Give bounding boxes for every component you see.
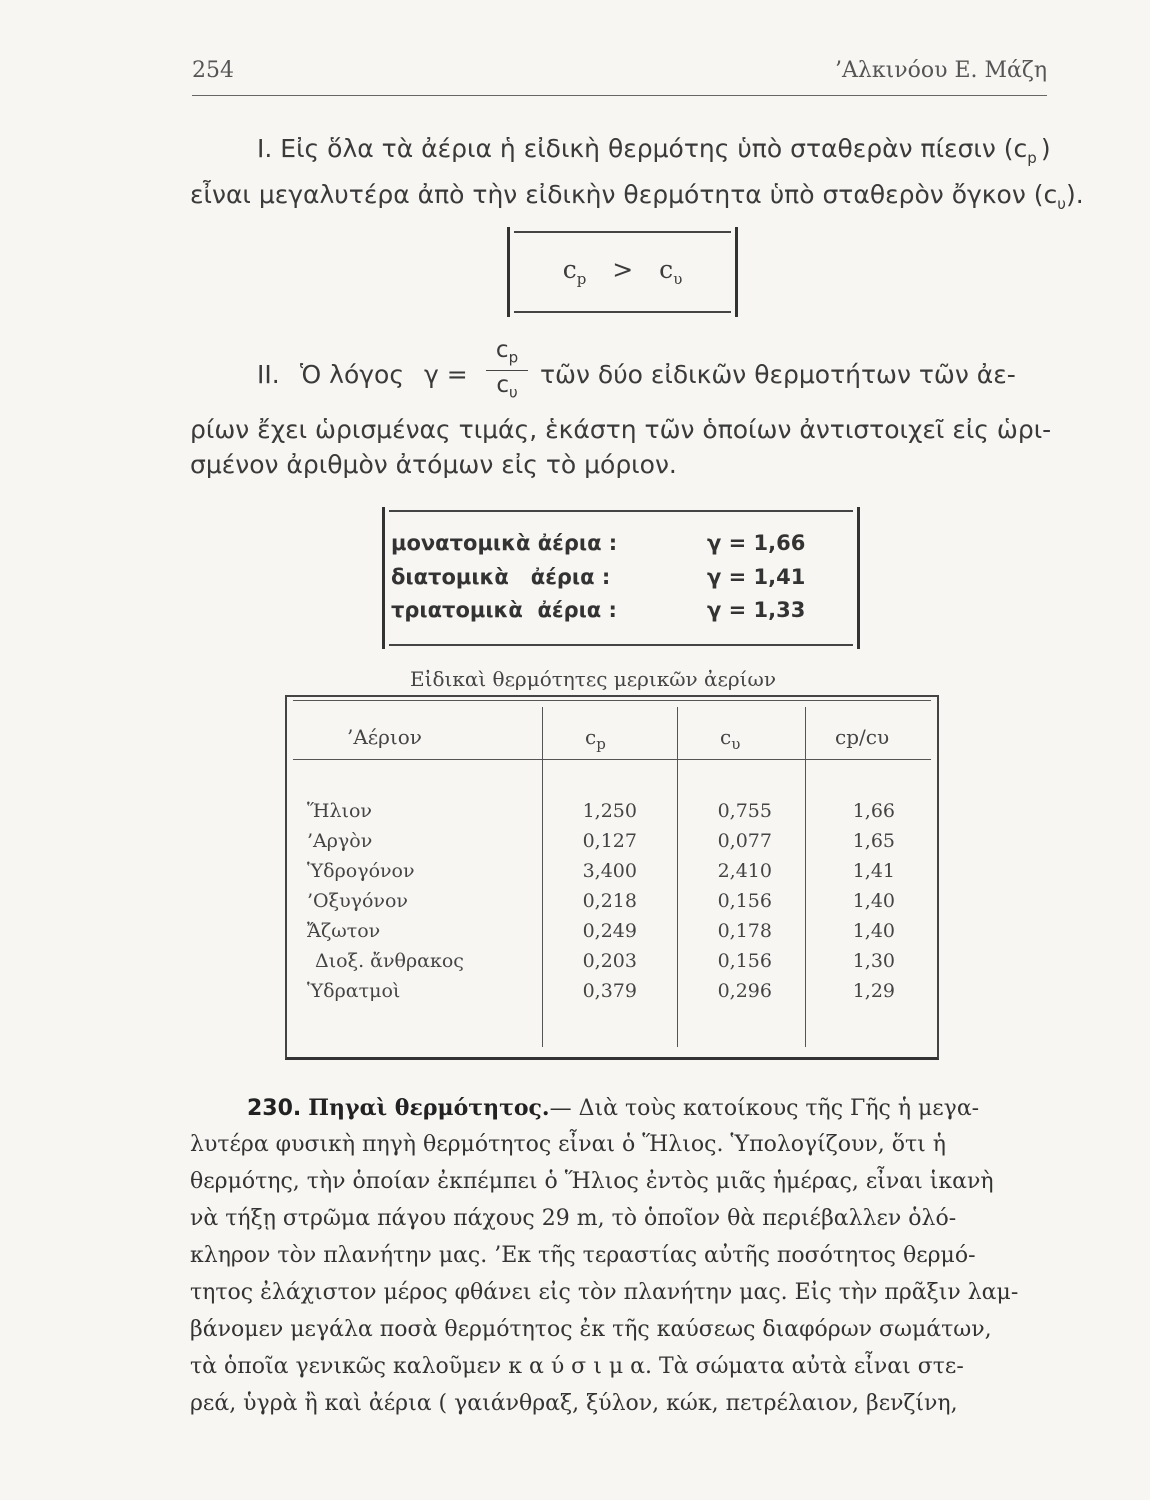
rule-one-text1: Εἰς ὅλα τὰ ἀέρια ἡ εἰδικὴ θερμότης ὑπὸ σταθερὰν πίεσιν ( — [280, 134, 1014, 163]
section-title: Πηγαὶ θερμότητος. — [308, 1095, 550, 1121]
body-line: τητος ἐλάχιστον μέρος φθάνει εἰς τὸν πλανήτην μας. Εἰς τὴν πρᾶξιν λαμ- — [190, 1280, 1019, 1305]
cp-symbol: $c_p$ — [1013, 134, 1037, 167]
rule-two-lead: Ὁ λόγος — [300, 360, 405, 389]
body-line: λυτέρα φυσικὴ πηγὴ θερμότητος εἶναι ὁ Ἥλιος. Ὑπολογίζουν, ὅτι ἡ — [190, 1132, 946, 1157]
body-line: θερμότης, τὴν ὁποίαν ἐκπέμπει ὁ Ἥλιος ἐντὸς μιᾶς ἡμέρας, εἶναι ἱκανὴ — [190, 1169, 994, 1194]
formula-box — [507, 227, 738, 317]
body-line: κληρον τὸν πλανήτην μας. ’Εκ τῆς τεραστίας αὐτῆς ποσότητος θερμό- — [190, 1243, 976, 1268]
rule-two-line3: σμένον ἀριθμὸν ἀτόμων εἰς τὸ μόριον. — [190, 450, 677, 479]
fraction-numerator: $c_p$ — [495, 337, 519, 367]
section-first-line: — Διὰ τοὺς κατοίκους τῆς Γῆς ἡ μεγα- — [549, 1096, 980, 1121]
header-cp: $c_p$ — [585, 725, 606, 753]
page-number: 254 — [192, 58, 234, 83]
ratio-row: διατομικὰ ἀέρια : γ = 1,41 — [391, 565, 806, 589]
cv-symbol: $c_\upsilon$ — [1043, 180, 1066, 213]
rule-one-line1: Ι. Εἰς ὅλα τὰ ἀέρια ἡ εἰδικὴ θερμότης ὑπὸ σταθερὰν πίεσιν ($c_p$ ) — [257, 134, 1051, 167]
fraction-bar — [486, 370, 528, 371]
body-line: ρεά, ὑγρὰ ἢ καὶ ἀέρια ( γαιάνθραξ, ξύλον, κώκ, πετρέλαιον, βενζίνη, — [190, 1391, 958, 1416]
section-heading-line — [247, 1095, 979, 1121]
ratio-row: μονατομικὰ ἀέρια : γ = 1,66 — [391, 531, 806, 555]
gamma-equals: γ = — [424, 360, 468, 389]
header-ratio: cp/cυ — [835, 725, 890, 749]
gamma-ratio-box — [382, 507, 860, 649]
fraction-denominator: $c_\upsilon$ — [496, 372, 518, 402]
header-gas: ’Αέριον — [347, 725, 422, 749]
body-line: βάνομεν μεγάλα ποσὰ θερμότητος ἐκ τῆς καύσεως διαφόρων σωμάτων, — [190, 1317, 992, 1342]
rule-one-numeral: Ι. — [257, 134, 273, 163]
header-cv: $c_\upsilon$ — [720, 725, 741, 753]
rule-two-numeral: ΙΙ. — [257, 360, 280, 389]
ratio-row: τριατομικὰ ἀέρια : γ = 1,33 — [391, 598, 806, 622]
rule-one-line2: εἶναι μεγαλυτέρα ἀπὸ τὴν εἰδικὴν θερμότητα ὑπὸ σταθερὸν ὄγκον $(c_\upsilon)$. — [190, 180, 1084, 213]
section-number: 230. — [247, 1096, 302, 1121]
formula-cp-gt-cv: $c_p > c_\upsilon$ — [562, 255, 683, 288]
rule-two-after: τῶν δύο εἰδικῶν θερμοτήτων τῶν ἀε- — [540, 360, 1016, 389]
table-caption: Εἰδικαὶ θερμότητες μερικῶν ἀερίων — [410, 667, 776, 691]
rule-two-line2: ρίων ἔχει ὡρισμένας τιμάς, ἑκάστη τῶν ὁποίων ἀντιστοιχεῖ εἰς ὡρι- — [190, 415, 1052, 444]
body-line: τὰ ὁποῖα γενικῶς καλοῦμεν κ α ύ σ ι μ α. Τὰ σώματα αὐτὰ εἶναι στε- — [190, 1354, 964, 1379]
header-rule — [192, 95, 1047, 96]
running-head-author: ’Αλκινόου Ε. Μάζη — [835, 58, 1047, 83]
specific-heat-table: ’Αέριον $c_p$ $c_\upsilon$ cp/cυ Ἥλιον 1,250 0,755 1,66 ’Αργὸν 0,127 0,077 1,65 Ὑδρογόνον 3,400 2,410 1,41 ’Οξυγόνον 0,218 0,156 1,40 Ἄζωτον 0,249 0,178 1,40 Διοξ. ἄνθρακος 0,203 0,156 1,30 Ὑδρατμοὶ 0,379 0,296 1,29 — [285, 695, 939, 1060]
body-line: νὰ τήξῃ στρῶμα πάγου πάχους 29 m, τὸ ὁποῖον θὰ περιέβαλλεν ὁλό- — [190, 1206, 957, 1231]
